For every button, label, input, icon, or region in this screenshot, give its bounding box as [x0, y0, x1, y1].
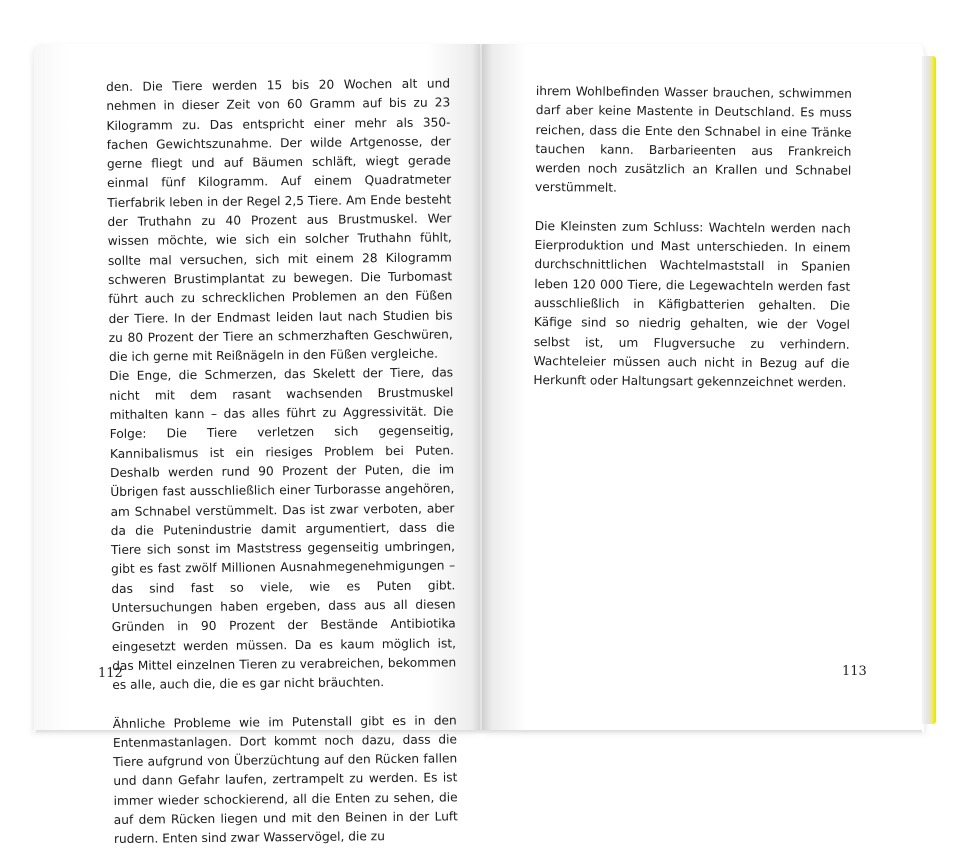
right-paragraph-2: Die Kleinsten zum Schluss: Wachteln werden nach Eierproduktion und Mast unterschieden. In einem durchschnittlichen Wachtelmaststall in Spanien leben 120 000 Tiere, die Legewachteln werden fast ausschließlich in Käfigbatterien gehalten. Die Käfige sind so niedrig gehalten, wie der Vogel selbst ist, um Flugversuche zu verhindern. Wachteleier müssen auch nicht in Bezug auf die Herkunft oder Haltungsart gekennzeichnet werden.	[533, 218, 851, 390]
left-paragraph-3: Ähnliche Probleme wie im Putenstall gibt es in den Entenmastanlagen. Dort kommt noch dazu, dass die Tiere aufgrund von Überzüchtung auf den Rücken fallen und dann Gefahr laufen, zertrampelt zu werden. Es ist immer wieder schockierend, all die Enten zu sehen, die auf dem Rücken liegen und mit den Beinen in der Luft rudern. Enten sind zwar Wasservögel, die zu	[112, 712, 458, 847]
left-paragraph-1: den. Die Tiere werden 15 bis 20 Wochen alt und nehmen in dieser Zeit von 60 Gramm auf bis zu 23 Kilogramm zu. Das entspricht einer mehr als 350-fachen Gewichtszunahme. Der wilde Artgenosse, der gerne fliegt und auf Bäumen schläft, wiegt gerade einmal fünf Kilogramm. Auf einem Quadratmeter Tierfabrik leben in der Regel 2,5 Tiere. Am Ende besteht der Truthahn zu 40 Prozent aus Brustmuskel. Wer wissen möchte, wie sich ein solcher Truthahn fühlt, sollte mal versuchen, sich mit einem 28 Kilogramm schweren Brustimplantat zu bewegen. Die Turbomast führt auch zu schrecklichen Problemen an den Füßen der Tiere. In der Endmast leiden laut nach Studien bis zu 80 Prozent der Tiere an schmerzhaften Geschwüren, die ich gerne mit Reißnägeln in den Füßen vergleiche.	[106, 76, 453, 365]
left-page-number: 112	[98, 666, 123, 681]
left-paragraph-2: Die Enge, die Schmerzen, das Skelett der Tiere, das nicht mit dem rasant wachsenden Brustmuskel mithalten kann – das alles führt zu Aggressivität. Die Folge: Die Tiere verletzen sich gegenseitig, Kannibalismus ist ein riesiges Problem bei Puten. Deshalb werden rund 90 Prozent der Puten, die im Übrigen fast ausschließlich einer Turborasse angehören, am Schnabel verstümmelt. Das ist zwar verboten, aber da die Putenindustrie damit argumentiert, dass die Tiere sich sonst im Maststress gegenseitig umbringen, gibt es fast zwölf Millionen Ausnahmegenehmigungen – das sind fast so viele, wie es Puten gibt. Untersuchungen haben ergeben, dass aus all diesen Gründen in 90 Prozent der Bestände Antibiotika eingesetzt werden müssen. Da es kaum möglich ist, das Mittel einzelnen Tieren zu verabreichen, bekommen es alle, auch die, die es gar nicht bräuchten.	[109, 365, 457, 693]
left-page-text	[106, 74, 458, 849]
right-page-number: 113	[842, 664, 867, 679]
book-gutter	[472, 44, 492, 734]
right-paragraph-1: ihrem Wohlbefinden Wasser brauchen, schwimmen darf aber keine Mastente in Deutschland. Es muss reichen, dass die Ente den Schnabel in eine Tränke tauchen kann. Barbarieenten aus Frankreich werden noch zusätzlich an Krallen und Schnabel verstümmelt.	[535, 83, 852, 196]
page-edge-stack	[922, 56, 936, 724]
right-page-text	[533, 82, 852, 393]
